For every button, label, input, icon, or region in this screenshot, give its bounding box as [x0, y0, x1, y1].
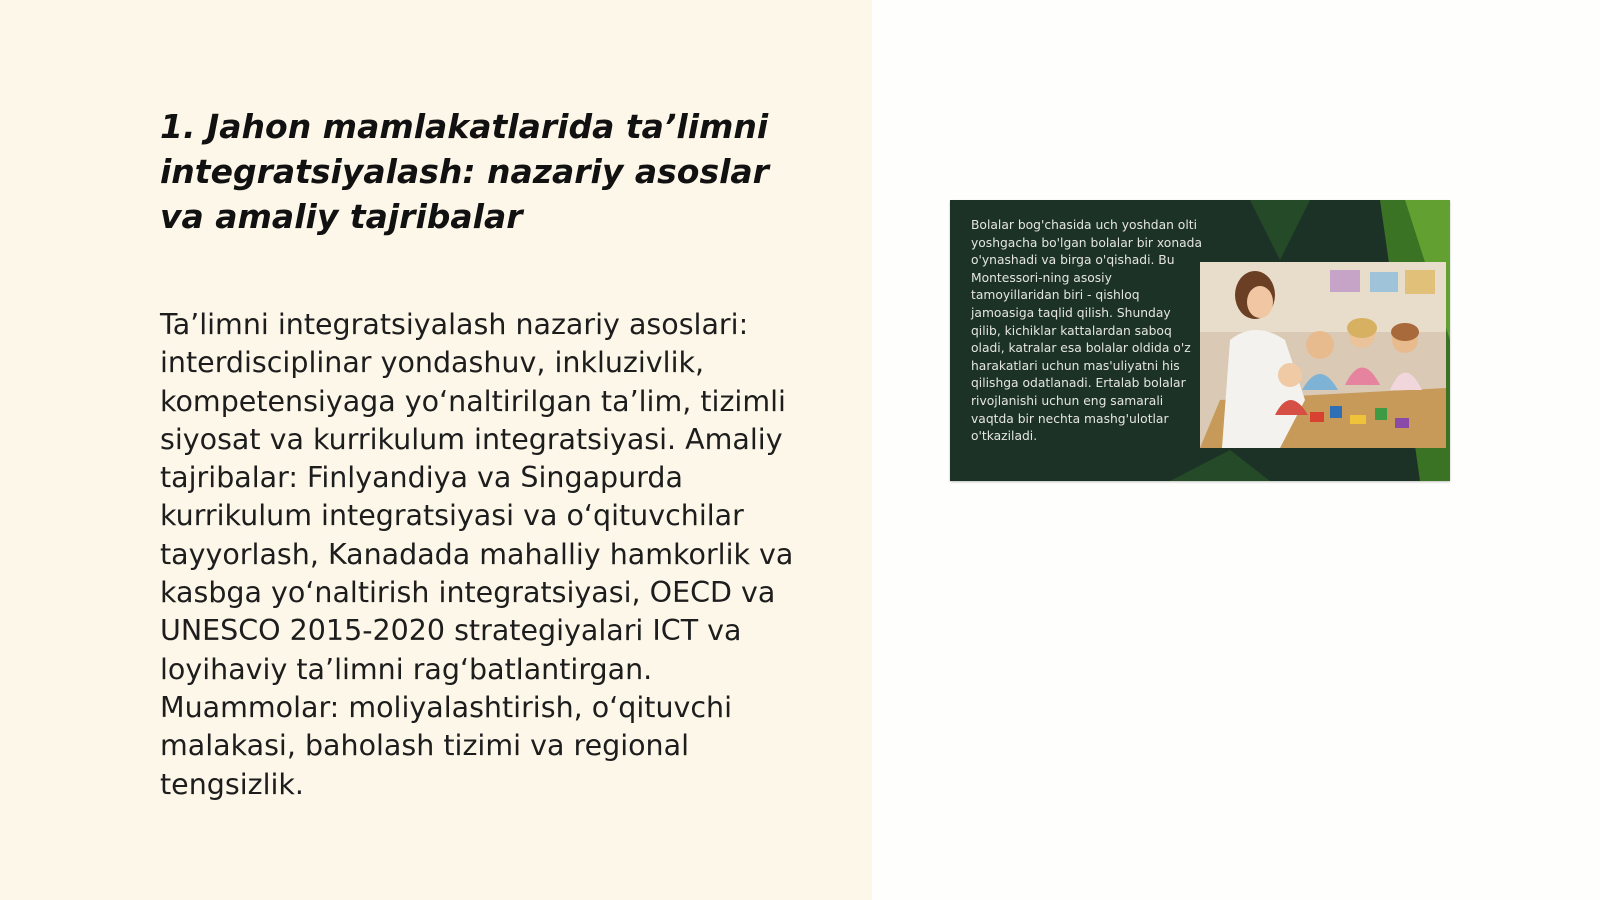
slide-title: 1. Jahon mamlakatlarida ta’limni integratsiyalash: nazariy asoslar va amaliy tajribalar — [160, 107, 769, 236]
slide-body-text: Ta’limni integratsiyalash nazariy asoslari: interdisciplinar yondashuv, inkluzivlik, kompetensiyaga yo‘naltirilgan ta’lim, tizimli siyosat va kurrikulum integratsiyasi. Amaliy tajribalar: Finlyandiya va Singapurda kurrikulum integratsiyasi va o‘qituvchilar tayyorlash, Kanadada mahalliy hamkorlik va kasbga yo‘naltirish integratsiyasi, OECD va UNESCO 2015-2020 strategiyalari ICT va loyihaviy ta’limni rag‘batlantirgan. Muammolar: moliyalashtirish, o‘qituvchi malakasi, baholash tizimi va regional tengsizlik. — [160, 308, 794, 801]
classroom-photo — [950, 200, 1450, 481]
photo-caption: Bolalar bog'chasida uch yoshdan olti yoshgacha bo'lgan bolalar bir xonada o'ynashadi va birga o'qishadi. Bu Montessori-ning asosiy tamoyillaridan biri - qishloq jamoasiga taqlid qilish. Shunday qilib, kichiklar kattalardan saboq oladi, katralar esa bolalar oldida o'z harakatlari uchun mas'uliyatni his qilishga odatlanadi. Ertalab bolalar rivojlanishi uchun eng samarali vaqtda bir nechta mashg'ulotlar o'tkaziladi. — [971, 218, 1202, 444]
